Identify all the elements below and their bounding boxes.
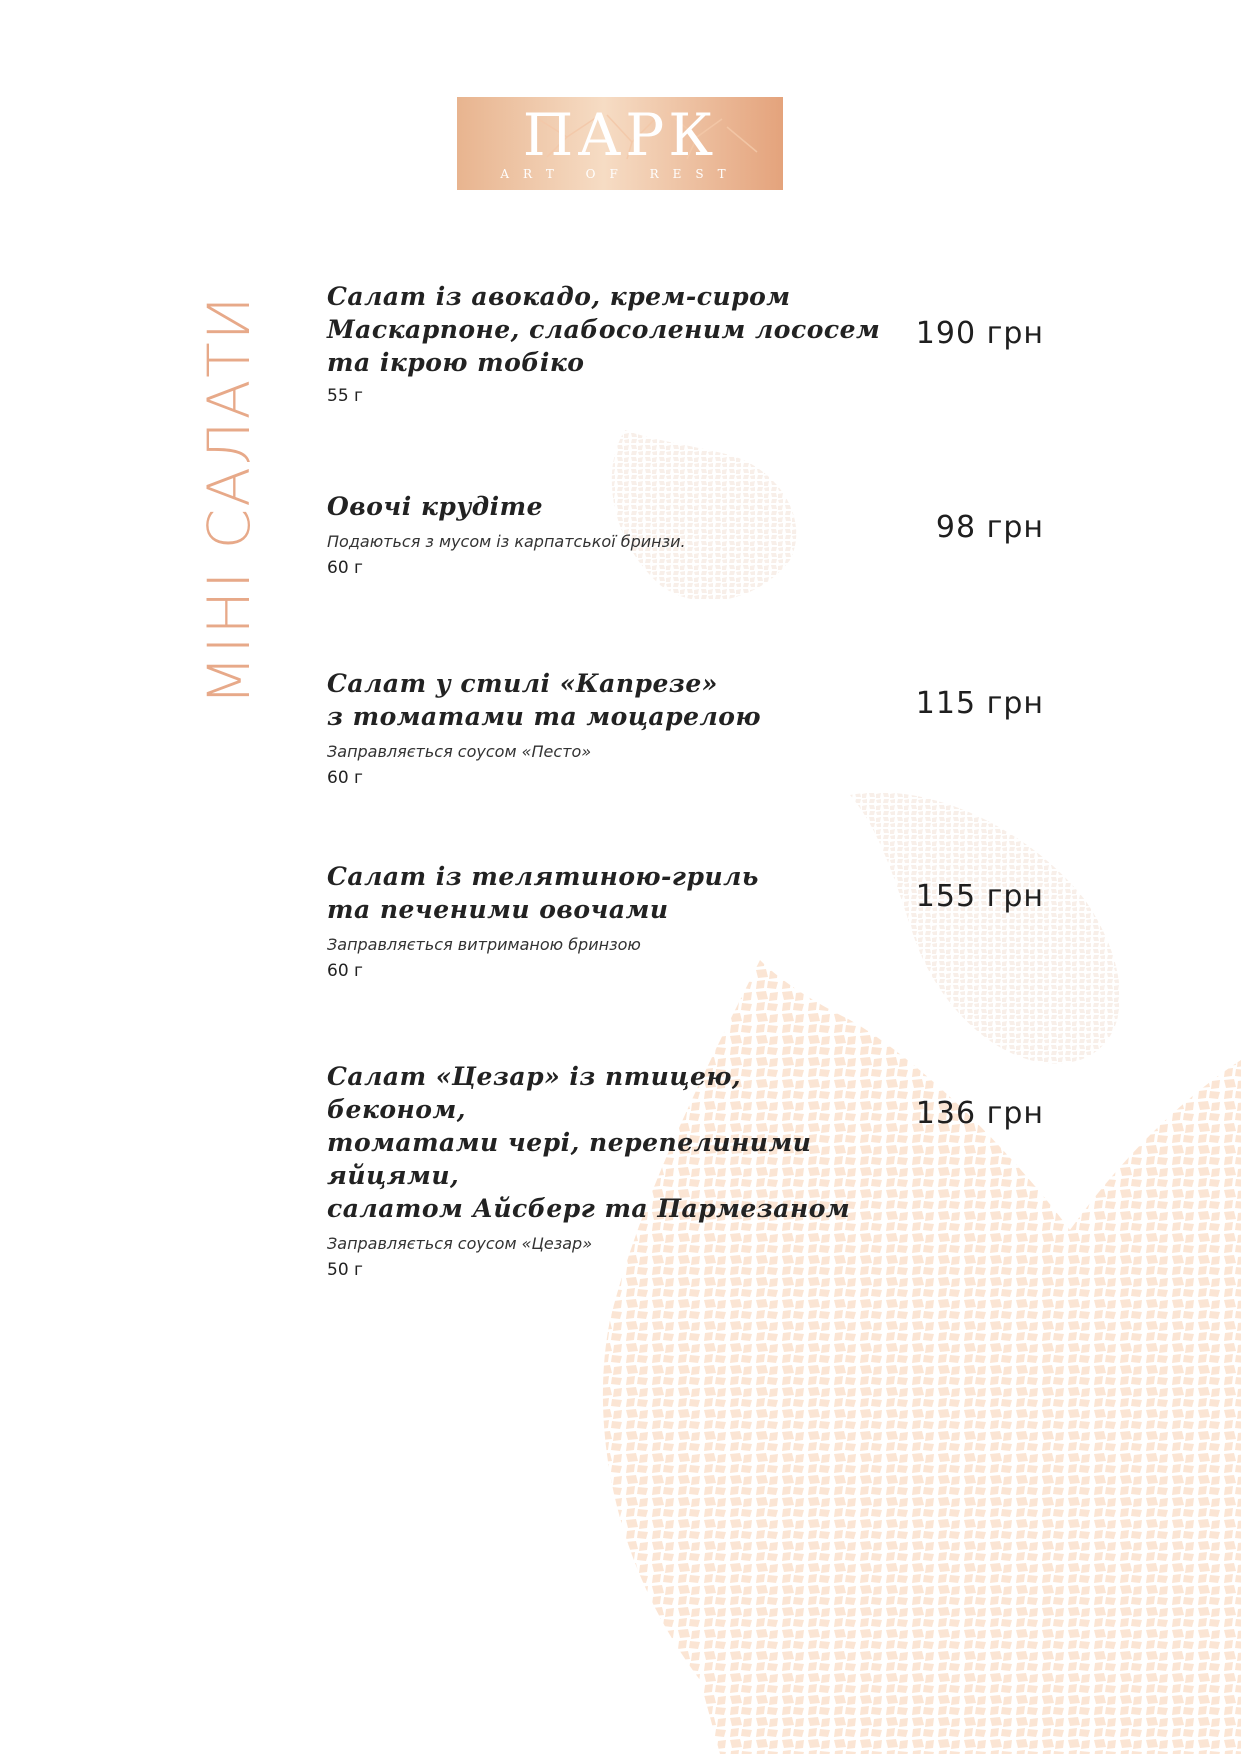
dish-weight: 55 г [327,386,363,406]
dish-price: 115 грн [915,686,1044,721]
dish-price: 98 грн [935,510,1044,545]
dish-description: Заправляється соусом «Песто» [327,742,592,761]
menu-item [327,280,887,407]
dish-name: Салат із авокадо, крем-сиром Маскарпоне, слабосоленим лососем та ікрою тобіко [327,282,881,377]
menu-item [327,860,887,982]
dish-name: Овочі крудіте [327,492,544,521]
dish-description: Заправляється соусом «Цезар» [327,1234,593,1253]
dish-weight: 60 г [327,768,363,788]
menu-item [327,667,887,789]
section-title: МІНІ САЛАТИ [195,294,263,706]
dish-name: Салат із телятиною-гриль та печеними овочами [327,862,759,924]
dish-description: Подаються з мусом із карпатської бринзи. [327,532,686,551]
logo-wordmark: ПАРК [522,101,718,169]
dish-name: Салат «Цезар» із птицею, беконом, томатами чері, перепелиними яйцями, салатом Айсберг та Пармезаном [327,1062,851,1223]
menu-item [327,490,887,579]
dish-weight: 60 г [327,558,363,578]
logo-tagline: ART OF REST [500,167,740,181]
dish-name: Салат у стилі «Капрезе» з томатами та моцарелою [327,669,762,731]
dish-price: 155 грн [915,879,1044,914]
dish-weight: 60 г [327,961,363,981]
brand-logo [457,97,783,190]
dish-weight: 50 г [327,1260,363,1280]
dish-price: 136 грн [915,1096,1044,1131]
dish-price: 190 грн [915,316,1044,351]
dish-description: Заправляється витриманою бринзою [327,935,641,954]
menu-item [327,1060,887,1281]
